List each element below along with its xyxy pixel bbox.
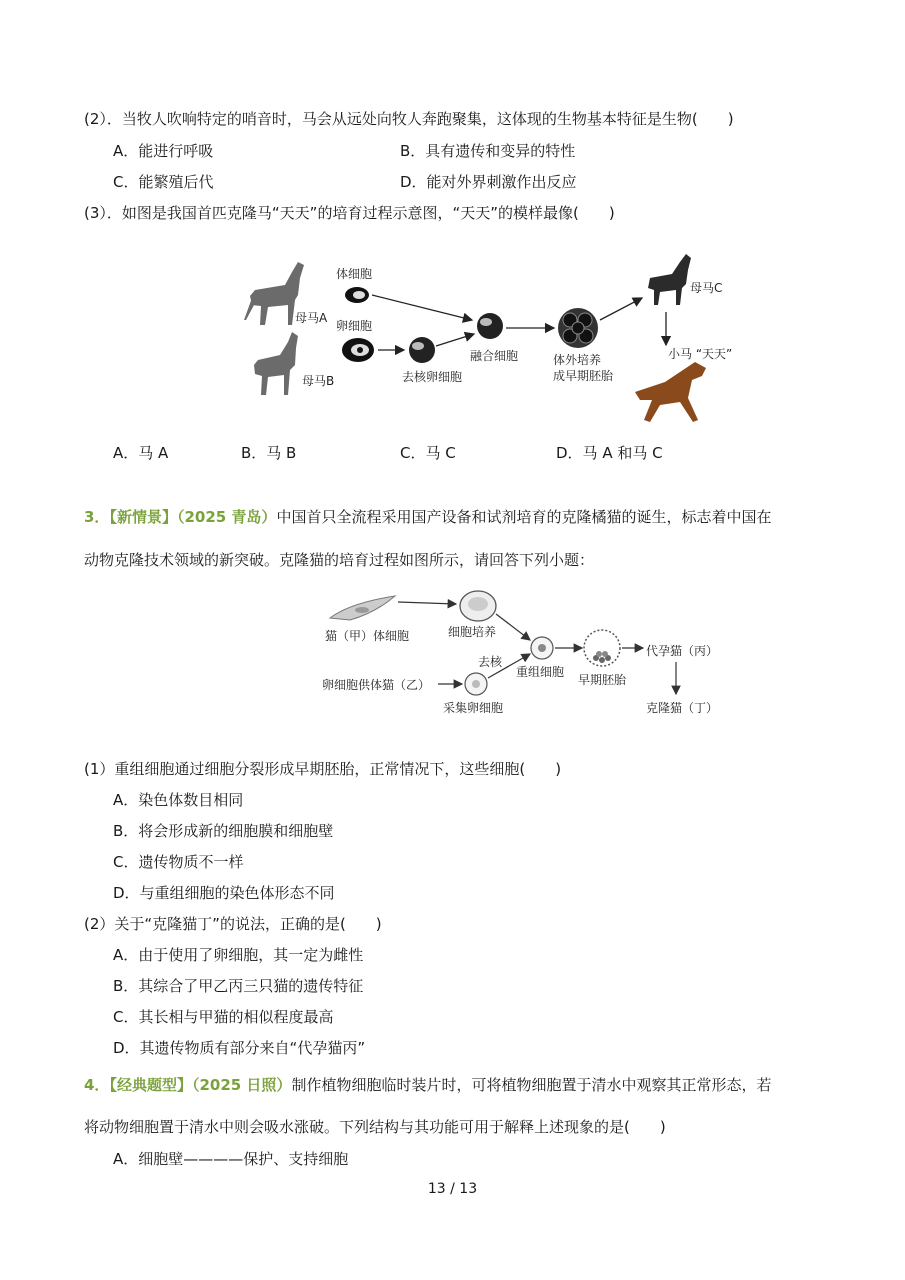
enucleated-egg-shape [409,337,435,363]
mare-c-label: 母马C [690,281,723,295]
question-number: 3． [84,508,110,526]
option-b: B．马 B [241,444,297,462]
donor-cat-label: 卵细胞供体猫（乙） [322,678,431,692]
culture-label: 细胞培养 [448,625,497,639]
clone-label: 克隆猫（丁） [646,701,719,715]
question-stem-continued: 将动物细胞置于清水中则会吸水涨破。下列结构与其功能可用于解释上述现象的是( ) [84,1118,666,1136]
fused-cell-label: 融合细胞 [470,349,519,363]
option-c: C．遗传物质不一样 [113,853,244,871]
sub1-stem: (1）重组细胞通过细胞分裂形成早期胚胎，正常情况下，这些细胞( ) [84,760,562,778]
question-tag: 【经典题型】 [109,1076,192,1094]
question-stem: 制作植物细胞临时装片时，可将植物细胞置于清水中观察其正常形态，若 [291,1076,772,1094]
culture-label-line1: 体外培养 [553,353,602,367]
mare-b-label: 母马B [302,374,335,388]
foal-image [635,362,706,422]
option-b: B．其综合了甲乙丙三只猫的遗传特征 [113,977,364,995]
cat-early-embryo-shape [584,630,620,666]
option-b: B．将会形成新的细胞膜和细胞壁 [113,822,334,840]
enucleate-label: 去核 [478,655,503,669]
option-a: A．能进行呼吸 [113,142,214,160]
option-a: A．染色体数目相同 [113,791,244,809]
option-d: D．其遗传物质有部分来自“代孕猫丙” [113,1039,366,1057]
body-cell-label: 体细胞 [336,267,373,281]
option-d: D．与重组细胞的染色体形态不同 [113,884,335,902]
option-a: A．由于使用了卵细胞，其一定为雌性 [113,946,364,964]
question-4-heading [84,1075,771,1095]
mare-b-image [254,332,298,395]
option-d: D．马 A 和马 C [556,444,663,462]
option-a: A．细胞壁————保护、支持细胞 [113,1150,349,1168]
fused-cell-shape [477,313,503,339]
cat-a-cell-label: 猫（甲）体细胞 [325,629,410,643]
horse-cloning-diagram [240,250,760,435]
question-2-stem: (2）．当牧人吹响特定的哨音时，马会从远处向牧人奔跑聚集，这体现的生物基本特征是生物( ) [84,110,734,128]
foal-label: 小马 “天天” [668,347,733,361]
option-c: C．能繁殖后代 [113,173,214,191]
question-source: （2025 青岛） [176,508,277,526]
question-source: （2025 日照） [191,1076,292,1094]
question-tag: 【新情景】 [109,508,177,526]
question-stem: 中国首只全流程采用国产设备和试剂培育的克隆橘猫的诞生，标志着中国在 [276,508,772,526]
option-c: C．马 C [400,444,456,462]
option-d: D．能对外界刺激作出反应 [400,173,577,191]
page-number: 13 / 13 [427,1181,478,1197]
question-3-stem: (3）．如图是我国首匹克隆马“天天”的培育过程示意图，“天天”的模样最像( ) [84,204,615,222]
option-a: A．马 A [113,444,169,462]
recombined-label: 重组细胞 [516,665,565,679]
early-embryo-shape [558,308,598,348]
question-stem-continued: 动物克隆技术领域的新突破。克隆猫的培育过程如图所示，请回答下列小题： [84,551,595,569]
question-3-heading [84,507,771,527]
surrogate-label: 代孕猫（丙） [646,644,719,658]
early-embryo-label: 早期胚胎 [578,673,627,687]
egg-cell-label: 卵细胞 [336,319,373,333]
culture-label-line2: 成早期胚胎 [553,369,614,383]
mare-c-image [648,254,691,305]
enucleated-egg-label: 去核卵细胞 [402,370,463,384]
question-number: 4． [84,1076,110,1094]
option-c: C．其长相与甲猫的相似程度最高 [113,1008,334,1026]
cat-cloning-diagram [320,588,740,723]
option-b: B．具有遗传和变异的特性 [400,142,576,160]
sub2-stem: (2）关于“克隆猫丁”的说法，正确的是( ) [84,915,382,933]
mare-a-label: 母马A [295,311,328,325]
collect-egg-label: 采集卵细胞 [443,701,504,715]
